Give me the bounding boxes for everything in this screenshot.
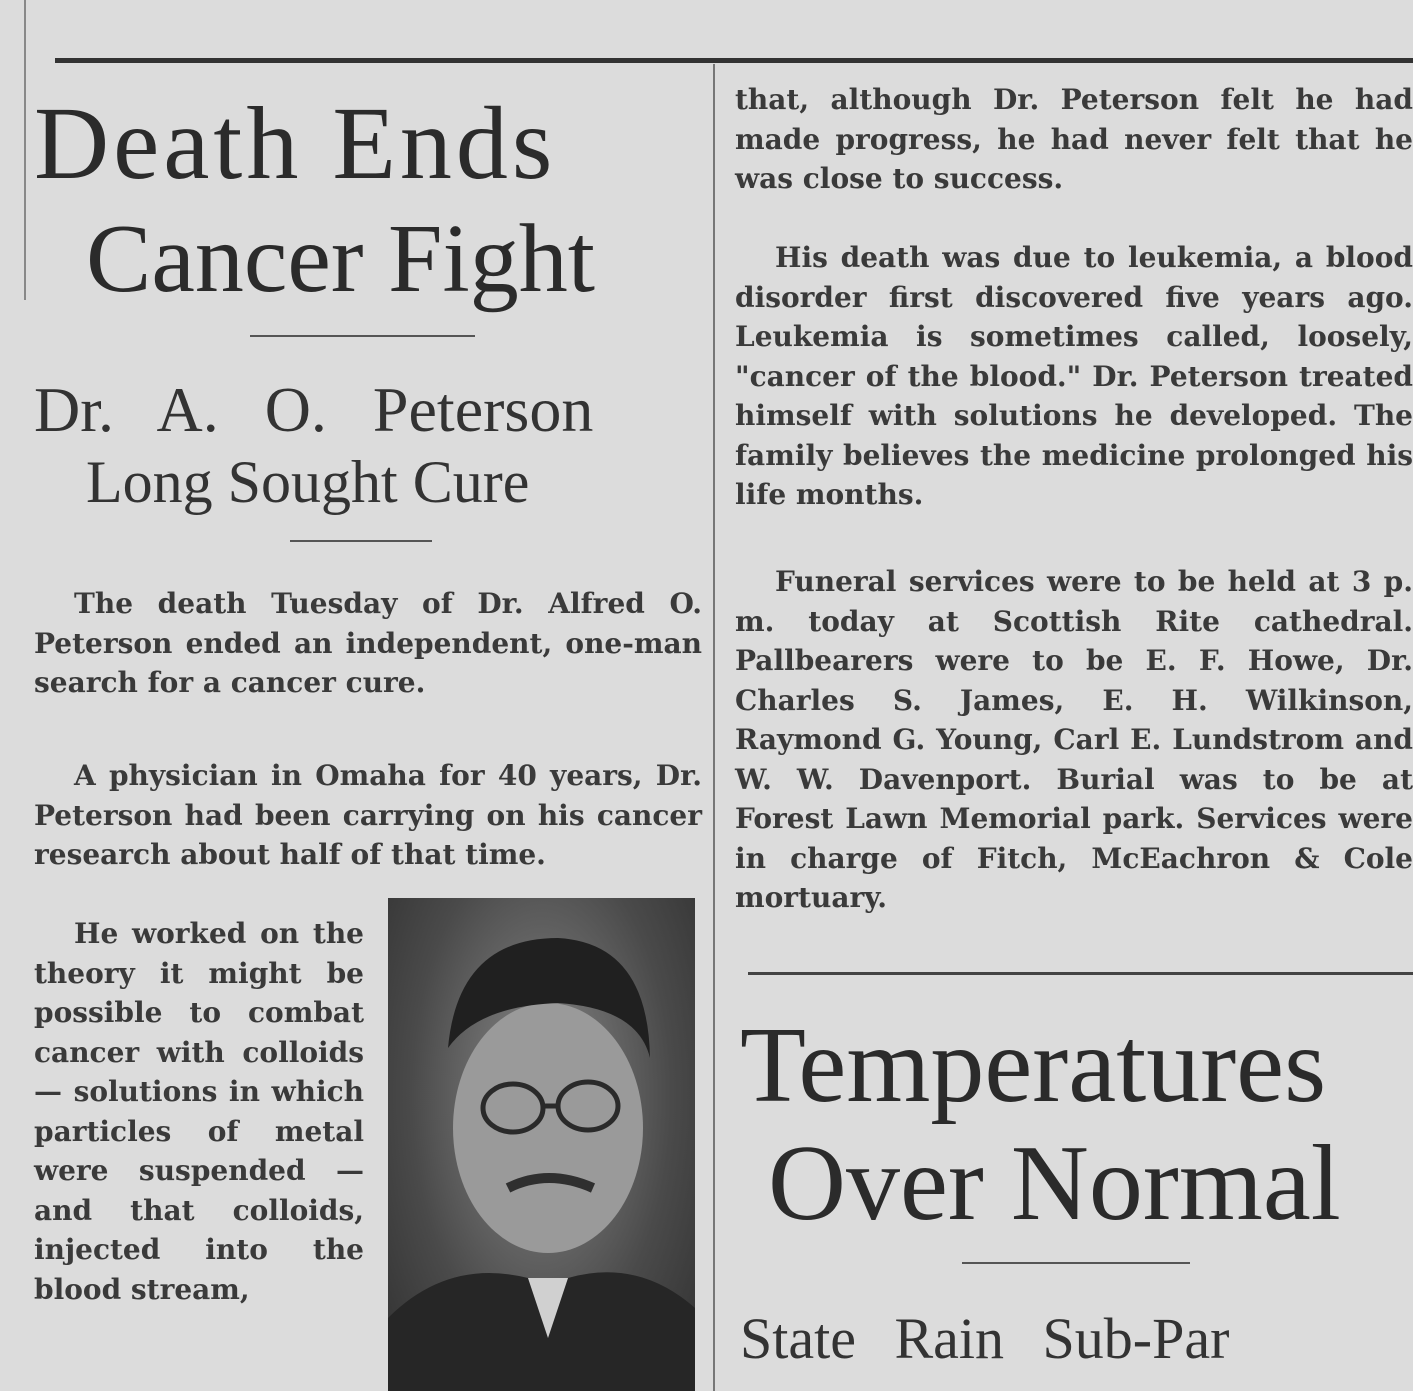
article-continued-paragraph: [735, 80, 1413, 199]
article-separator-rule: [748, 972, 1413, 975]
top-rule: [55, 58, 1413, 63]
article-paragraph-1: [34, 584, 702, 703]
continued-paragraph-text: that, although Dr. Peterson felt he had made progress, he had never felt that he was close to success.: [735, 83, 1413, 195]
subhead-divider: [290, 540, 432, 542]
paragraph-2-text: A physician in Omaha for 40 years, Dr. Peterson had been carrying on his cancer research about half of that time.: [34, 759, 702, 871]
headline-line-2: Cancer Fight: [86, 205, 595, 313]
article-paragraph-5: [735, 562, 1413, 918]
headline-divider: [250, 335, 475, 337]
page-edge-line: [24, 0, 26, 300]
paragraph-1-text: The death Tuesday of Dr. Alfred O. Peterson ended an independent, one-man search for a cancer cure.: [34, 587, 702, 699]
portrait-photo: [388, 898, 695, 1391]
paragraph-4-text: His death was due to leukemia, a blood disorder first discovered five years ago. Leukemia is sometimes called, loosely, "cancer of the blood." Dr. Peterson treated himself with solutions he developed. The family believes the medicine prolonged his life months.: [735, 241, 1413, 511]
article2-headline-line-1: Temperatures: [740, 1006, 1327, 1125]
article-paragraph-3: [34, 914, 364, 1309]
article2-subhead-line-1: State Rain Sub-Par: [740, 1306, 1230, 1371]
column-divider: [713, 64, 715, 1391]
portrait-illustration: [388, 898, 695, 1391]
article2-headline-divider: [962, 1262, 1190, 1264]
paragraph-5-text: Funeral services were to be held at 3 p. m. today at Scottish Rite cathedral. Pallbearers were to be E. F. Howe, Dr. Charles S. James, E. H. Wilkinson, Raymond G. Young, Carl E. Lundstrom and W. W. Davenport. Burial was to be at Forest Lawn Memorial park. Services were in charge of Fitch, McEachron & Cole mortuary.: [735, 565, 1413, 914]
subhead-line-2: Long Sought Cure: [86, 449, 530, 515]
article-paragraph-4: [735, 238, 1413, 515]
article2-headline-line-2: Over Normal: [768, 1124, 1341, 1243]
paragraph-3-text: He worked on the theory it might be possible to combat cancer with colloids — solutions in which particles of metal were suspended — and that colloids, injected into the blood stream,: [34, 917, 364, 1306]
headline-line-1: Death Ends: [34, 86, 557, 201]
subhead-line-1: Dr. A. O. Peterson: [34, 374, 594, 445]
article-paragraph-2: [34, 756, 702, 875]
